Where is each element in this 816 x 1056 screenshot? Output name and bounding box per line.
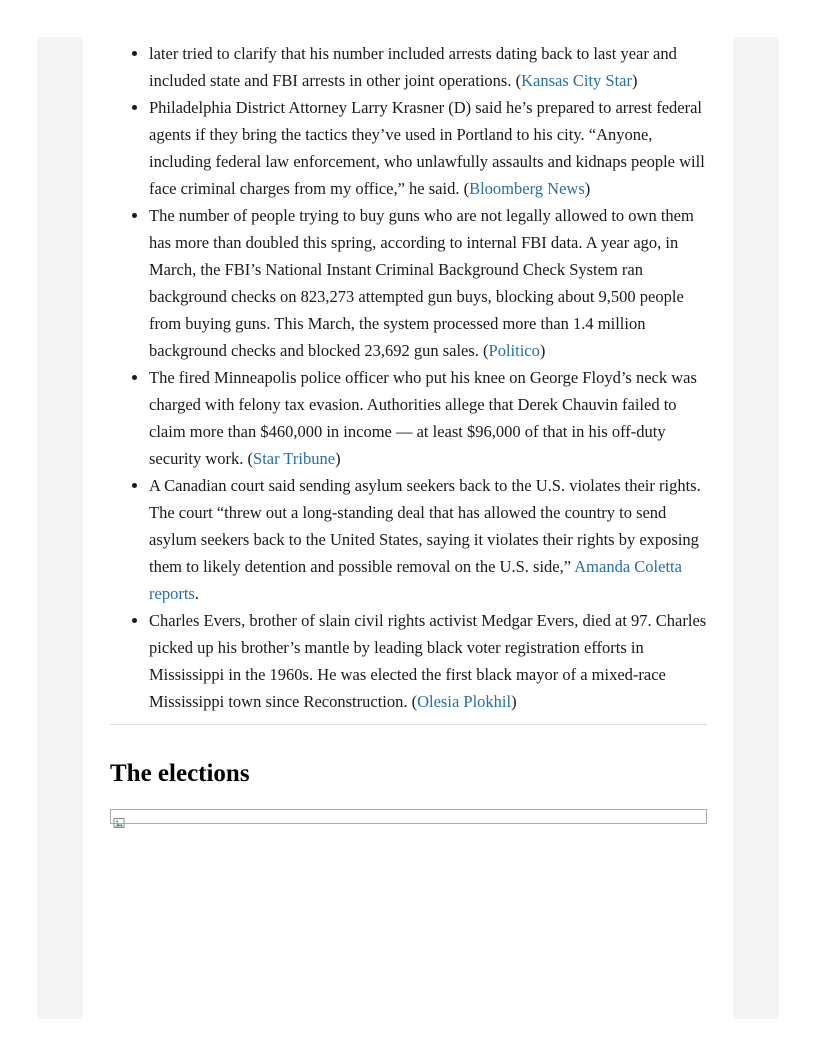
news-text: The fired Minneapolis police officer who put his knee on George Floyd’s neck was charged with felony tax evasion. Authorities allege that Derek Chauvin failed to claim more than $460,000 in income — at least $96,000 of that in his off-duty security work. ( [149,368,697,468]
news-item [149,94,707,202]
news-link[interactable]: Bloomberg News [469,179,585,198]
email-background [37,37,779,1019]
news-text: . [194,584,199,603]
news-text: ) [584,179,591,198]
news-link[interactable]: Olesia Plokhil [417,692,512,711]
news-link[interactable]: Kansas City Star [521,71,633,90]
news-item [149,40,707,94]
news-text: A Canadian court said sending asylum seekers back to the U.S. violates their rights. The court “threw out a long-standing deal that has allowed the country to send asylum seekers back to the United States, saying it violates their rights by exposing them to likely detention and possible removal on the U.S. side,” [149,476,701,576]
news-text: Charles Evers, brother of slain civil rights activist Medgar Evers, died at 97. Charles picked up his brother’s mantle by leading black voter registration efforts in Mississippi in the 1960s. He was elected the first black mayor of a mixed-race Mississippi town since Reconstruction. ( [149,611,707,711]
broken-image-placeholder [110,809,707,824]
newsletter-content [83,37,733,1019]
news-text: Philadelphia District Attorney Larry Krasner (D) said he’s prepared to arrest federal agents if they bring the tactics they’ve used in Portland to his city. “Anyone, including federal law enforcement, who unlawfully assaults and kidnaps people will face criminal charges from my office,” he said. ( [149,98,705,198]
news-bullet-list [110,40,707,715]
news-text: ) [539,341,546,360]
news-text: ) [335,449,341,468]
broken-image-icon [113,810,125,822]
news-item [149,607,707,715]
news-text: ) [511,692,517,711]
news-item [149,364,707,472]
news-item [149,202,707,364]
section-divider [110,724,707,725]
section-heading: The elections [110,760,250,787]
news-link[interactable]: Amanda Coletta reports [149,557,682,603]
news-link[interactable]: Politico [488,341,540,360]
news-link[interactable]: Star Tribune [253,449,336,468]
news-item [149,472,707,607]
news-text: later tried to clarify that his number included arrests dating back to last year and included state and FBI arrests in other joint operations. ( [149,44,677,90]
news-text: The number of people trying to buy guns who are not legally allowed to own them has more than doubled this spring, according to internal FBI data. A year ago, in March, the FBI’s National Instant Criminal Background Check System ran background checks on 823,273 attempted gun buys, blocking about 9,500 people from buying guns. This March, the system processed more than 1.4 million background checks and blocked 23,692 gun sales. ( [149,206,694,360]
news-text: ) [632,71,638,90]
